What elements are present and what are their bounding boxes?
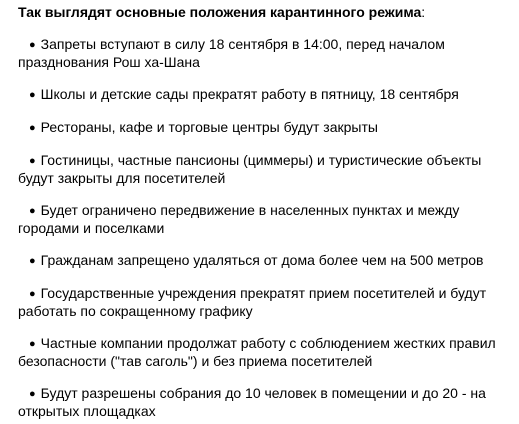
list-item-text: Частные компании продолжат работу с соблюдением жестких правил безопасности ("тав саголь") и без приема посетителей (18, 335, 496, 369)
heading-bold-text: Так выглядят основные положения карантинного режима (18, 4, 422, 20)
bullet-icon: ● (29, 39, 36, 51)
list-item-text: Государственные учреждения прекратят прием посетителей и будут работать по сокращенному графику (18, 285, 487, 319)
list-item (18, 252, 508, 270)
bullet-icon: ● (29, 388, 36, 400)
list-item-text: Будут разрешены собрания до 10 человек в помещении и до 20 - на открытых площадках (18, 385, 486, 419)
bullet-icon: ● (29, 255, 36, 267)
list-item (18, 152, 508, 187)
bullet-icon: ● (29, 205, 36, 217)
list-item-text: Гражданам запрещено удаляться от дома более чем на 500 метров (40, 252, 484, 268)
bullet-icon: ● (29, 288, 36, 300)
article-body (18, 4, 508, 420)
list-item (18, 86, 508, 104)
list-item (18, 202, 508, 237)
list-item (18, 119, 508, 137)
list-item-text: Будет ограничено передвижение в населенных пунктах и между городами и поселками (18, 202, 460, 236)
bullet-icon: ● (29, 155, 36, 167)
section-heading (18, 4, 508, 21)
list-item (18, 385, 508, 420)
quarantine-rules-list (18, 36, 508, 420)
list-item-text: Рестораны, кафе и торговые центры будут закрыты (40, 119, 378, 135)
bullet-icon: ● (29, 122, 36, 134)
list-item (18, 285, 508, 320)
bullet-icon: ● (29, 338, 36, 350)
list-item-text: Гостиницы, частные пансионы (циммеры) и туристические объекты будут закрыты для посетителей (18, 152, 482, 186)
list-item-text: Школы и детские сады прекратят работу в пятницу, 18 сентября (40, 86, 459, 102)
heading-colon: : (421, 4, 426, 20)
list-item (18, 36, 508, 71)
list-item (18, 335, 508, 370)
bullet-icon: ● (29, 89, 36, 101)
list-item-text: Запреты вступают в силу 18 сентября в 14:00, перед началом празднования Рош ха-Шана (18, 36, 445, 70)
